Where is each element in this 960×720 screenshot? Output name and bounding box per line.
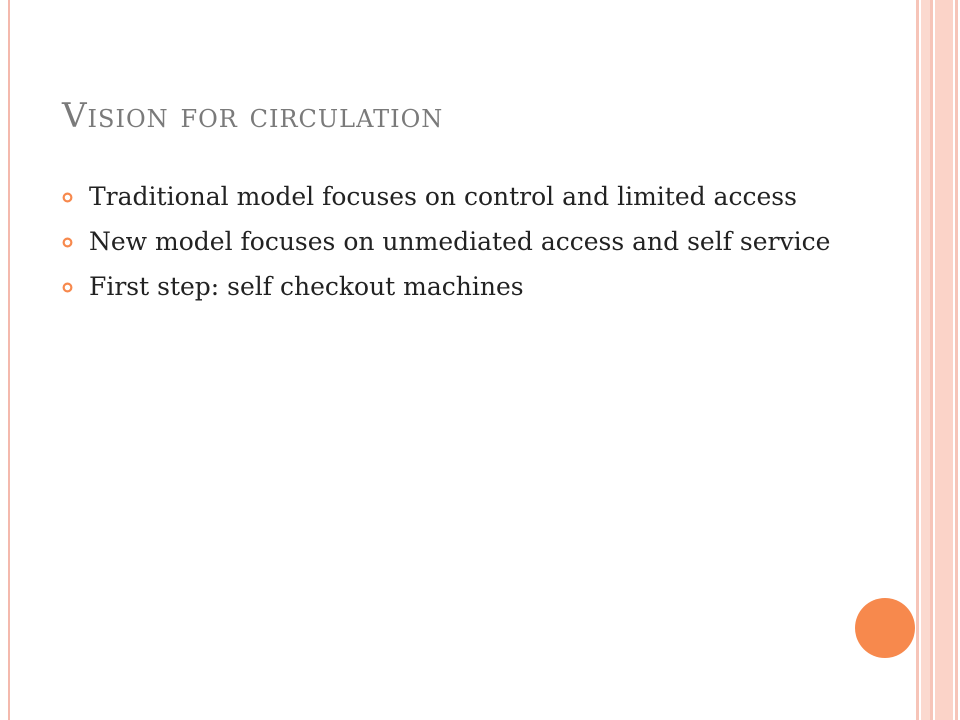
orange-ring-bullet-icon [62,192,73,203]
right-stripe [921,0,930,720]
slide-title: Vision for circulation [62,96,444,136]
right-stripe [935,0,953,720]
right-stripe [916,0,919,720]
bullet-list [62,178,842,313]
bullet-item [62,268,842,305]
right-stripe [955,0,958,720]
orange-ring-bullet-icon [62,237,73,248]
orange-ring-bullet-icon [62,282,73,293]
bullet-text: New model focuses on unmediated access and self service [89,227,831,256]
bullet-text: First step: self checkout machines [89,272,524,301]
bullet-item [62,223,842,260]
left-border-line [8,0,10,720]
bullet-item [62,178,842,215]
accent-circle [855,598,915,658]
bullet-text: Traditional model focuses on control and limited access [89,182,797,211]
right-stripe [930,0,933,720]
